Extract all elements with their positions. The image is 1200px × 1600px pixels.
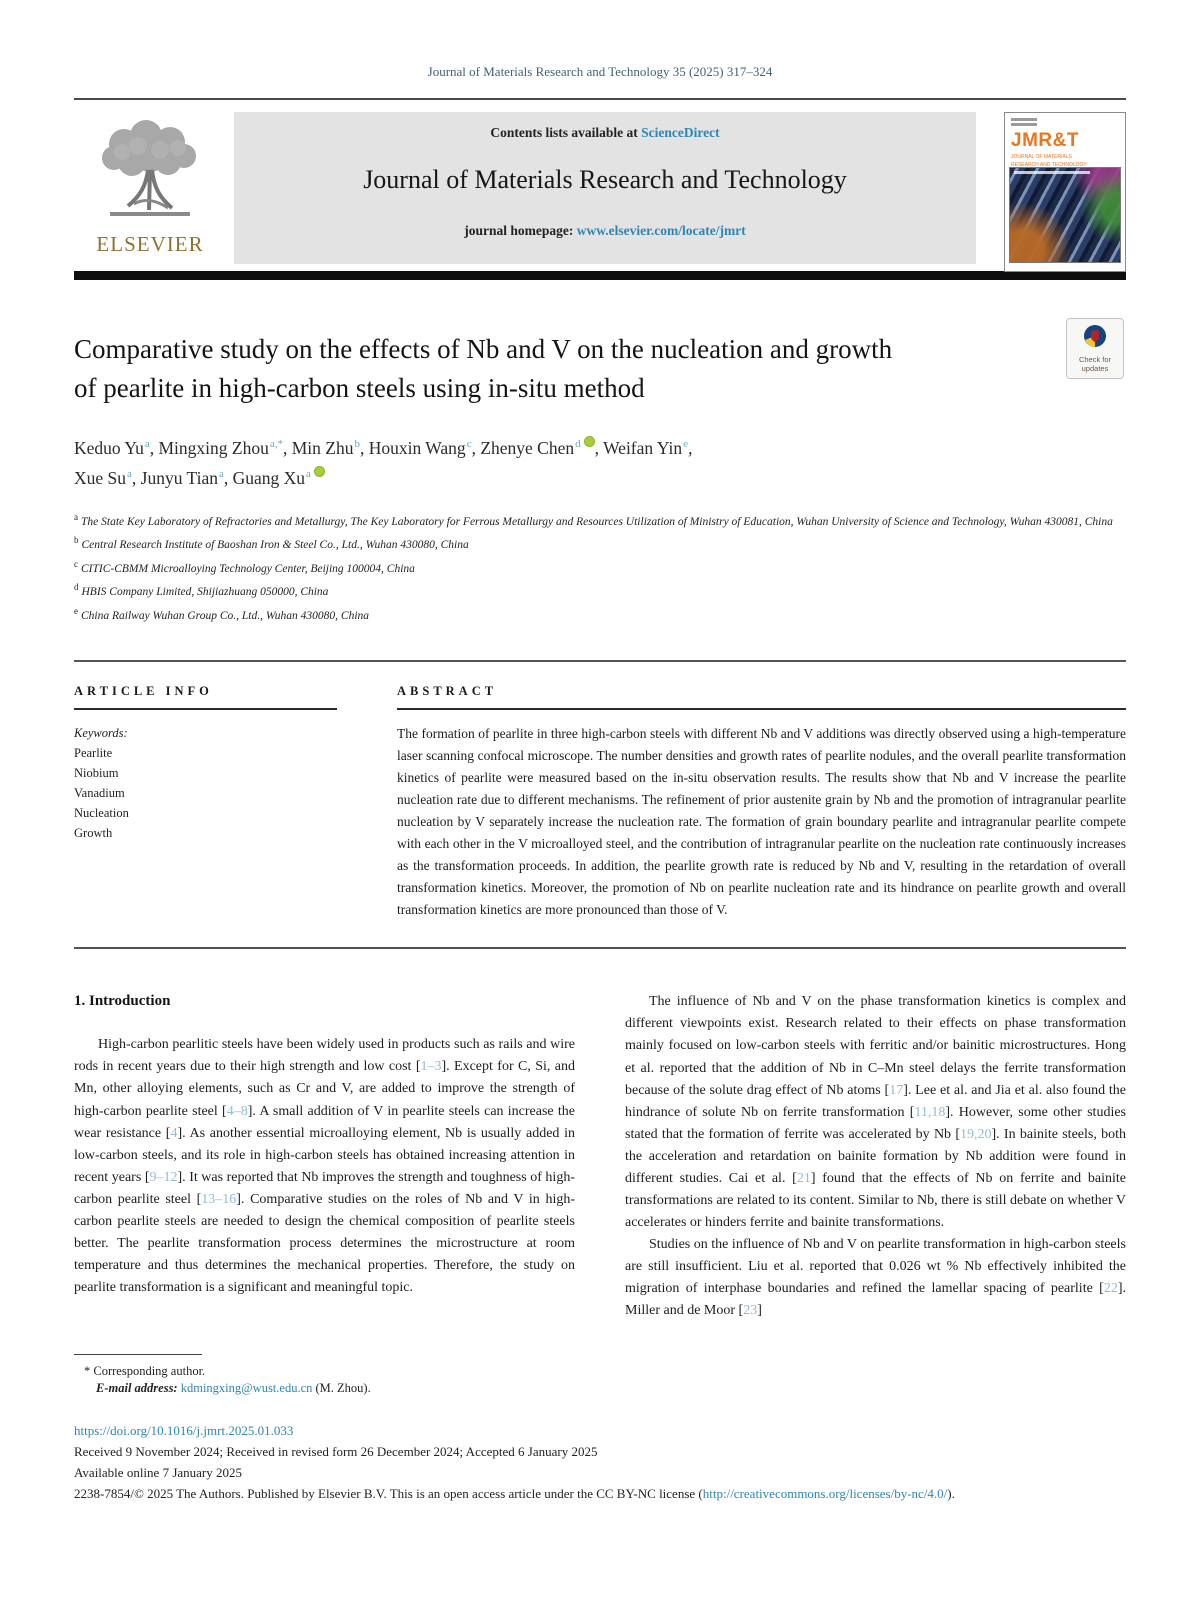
article-title-line1: Comparative study on the effects of Nb and V on the nucleation and growth bbox=[74, 334, 893, 364]
article-info-rule bbox=[74, 708, 337, 710]
corresponding-author-note: * Corresponding author. bbox=[84, 1364, 206, 1379]
email-label: E-mail address: bbox=[96, 1381, 178, 1396]
sciencedirect-link[interactable]: ScienceDirect bbox=[641, 125, 720, 140]
citation[interactable]: 17 bbox=[889, 1082, 904, 1098]
author: Min Zhu$^b$, bbox=[291, 438, 365, 459]
affiliation: $^a$ The State Key Laboratory of Refractories and Metallurgy, The Key Laboratory for Ferrous Metallurgy and Resources Utilization of Ministry of Education, Wuhan University of Science and Technology, Wuhan 430081, China bbox=[74, 511, 1113, 528]
author-affiliation-sup: a bbox=[144, 438, 150, 451]
author: Weifan Yin$^e$, bbox=[603, 438, 693, 459]
authors-line bbox=[74, 434, 1034, 494]
email-line bbox=[74, 1381, 1126, 1396]
keywords-list bbox=[74, 743, 337, 843]
jmrt-cover-logo: JMR&T bbox=[1011, 130, 1079, 151]
affiliation: $^d$ HBIS Company Limited, Shijiazhuang 050000, China bbox=[74, 582, 329, 599]
section-heading-introduction: 1. Introduction bbox=[74, 993, 171, 1010]
citation[interactable]: 19,20 bbox=[960, 1126, 992, 1142]
crossmark-icon bbox=[1083, 324, 1107, 348]
keyword: Growth bbox=[74, 826, 113, 841]
orcid-icon[interactable] bbox=[314, 466, 325, 477]
author: Guang Xu$^a$ bbox=[233, 468, 325, 488]
author-affiliation-sup: e bbox=[683, 438, 689, 451]
keywords-label: Keywords: bbox=[74, 726, 128, 741]
contents-line bbox=[234, 125, 976, 141]
intro-paragraph: The influence of Nb and V on the phase transformation kinetics is complex and different viewpoints exist. Research related to their effects on phase transformation mainly focused on low-carbon steels with ferritic and/or bainitic microstructures. Hong et al. reported that the addition of Nb in C–Mn steel delays the ferrite transformation because of the solute drag effect of Nb atoms [17]. Lee et al. and Jia et al. also found the hindrance of solute Nb on ferrite transformation [11,18]. However, some other studies stated that the formation of ferrite was accelerated by Nb [19,20]. In bainite steels, both the acceleration and retardation on bainite formation by Nb addition were found in different studies. Cai et al. [21] found that the effects of Nb on ferrite and bainite transformations are related to its content. Similar to Nb, there is still debate on whether V accelerates or hinders ferrite and bainite transformations. bbox=[625, 994, 1126, 1230]
available-online-line: Available online 7 January 2025 bbox=[74, 1465, 242, 1481]
journal-reference: Journal of Materials Research and Technology 35 (2025) 317–324 bbox=[427, 64, 773, 79]
journal-banner bbox=[74, 112, 1126, 264]
article-info-abstract-block bbox=[74, 660, 1126, 949]
elsevier-wordmark: ELSEVIER bbox=[96, 232, 204, 256]
email-link[interactable]: kdmingxing@wust.edu.cn bbox=[180, 1381, 313, 1396]
citation[interactable]: 13–16 bbox=[201, 1191, 237, 1207]
author: Houxin Wang$^c$, bbox=[368, 438, 476, 459]
license-link[interactable]: http://creativecommons.org/licenses/by-nc/4.0/ bbox=[702, 1486, 948, 1502]
email-suffix: (M. Zhou). bbox=[315, 1381, 371, 1396]
author: Junyu Tian$^a$, bbox=[140, 468, 229, 489]
elsevier-tree-icon bbox=[74, 112, 226, 230]
homepage-line bbox=[234, 223, 976, 239]
article-title bbox=[74, 330, 1009, 408]
homepage-prefix: journal homepage: bbox=[464, 223, 577, 238]
intro-paragraph: Studies on the influence of Nb and V on pearlite transformation in high-carbon steels are still insufficient. Liu et al. reported that 0.026 wt % Nb effectively inhibited the migration of interphase boundaries and refined the lamellar spacing of pearlite [22]. Miller and de Moor [23] bbox=[625, 1236, 1126, 1319]
author: Zhenye Chen$^d$ , bbox=[480, 438, 599, 459]
intro-left-column bbox=[74, 991, 575, 1322]
journal-cover-thumbnail bbox=[1004, 112, 1126, 272]
affiliation: $^e$ China Railway Wuhan Group Co., Ltd., Wuhan 430080, China bbox=[74, 605, 370, 622]
citation[interactable]: 4–8 bbox=[226, 1103, 248, 1119]
footnote-divider bbox=[74, 1354, 202, 1355]
article-title-line2: of pearlite in high-carbon steels using in-situ method bbox=[74, 373, 645, 404]
author: Mingxing Zhou$^{a,*}$, bbox=[158, 438, 288, 459]
copyright-text: 2238-7854/© 2025 The Authors. Published by Elsevier B.V. This is an open access article under the CC BY-NC license ( bbox=[74, 1486, 703, 1502]
citation[interactable]: 1–3 bbox=[420, 1059, 442, 1075]
citation[interactable]: 11,18 bbox=[914, 1104, 946, 1120]
check-for-updates-label: Check for updates bbox=[1078, 355, 1112, 374]
affiliation: $^c$ CITIC-CBMM Microalloying Technology Center, Beijing 100004, China bbox=[74, 558, 415, 575]
keyword: Niobium bbox=[74, 766, 119, 781]
cover-issn-block bbox=[1011, 118, 1037, 126]
citation[interactable]: 9–12 bbox=[149, 1169, 178, 1185]
homepage-link[interactable]: www.elsevier.com/locate/jmrt bbox=[576, 223, 746, 238]
keyword: Pearlite bbox=[74, 746, 113, 761]
author-affiliation-sup: a,* bbox=[269, 438, 283, 451]
copyright-close: ). bbox=[947, 1486, 955, 1502]
header-top-rule bbox=[74, 98, 1126, 100]
article-info-heading: ARTICLE INFO bbox=[74, 684, 213, 699]
citation[interactable]: 21 bbox=[796, 1170, 811, 1186]
author-affiliation-sup: a bbox=[306, 468, 311, 481]
author-affiliation-sup: a bbox=[218, 468, 224, 481]
received-line: Received 9 November 2024; Received in revised form 26 December 2024; Accepted 6 January 2025 bbox=[74, 1444, 598, 1460]
affiliations bbox=[74, 509, 1126, 627]
intro-right-paragraphs bbox=[625, 991, 1126, 1322]
affiliation: $^b$ Central Research Institute of Baoshan Iron & Steel Co., Ltd., Wuhan 430080, China bbox=[74, 535, 469, 552]
author-affiliation-sup: a bbox=[127, 468, 132, 481]
abstract-rule bbox=[397, 708, 1126, 710]
jmrt-cover-subtitle: JOURNAL OF MATERIALS RESEARCH AND TECHNOLOGY bbox=[1011, 154, 1087, 168]
orcid-icon[interactable] bbox=[584, 436, 595, 447]
copyright-line bbox=[74, 1483, 1126, 1504]
banner-center-panel bbox=[234, 112, 976, 264]
separator-bar bbox=[74, 271, 1126, 280]
keyword: Nucleation bbox=[74, 806, 129, 821]
intro-right-column bbox=[625, 991, 1126, 1322]
intro-paragraph: High-carbon pearlitic steels have been widely used in products such as rails and wire rods in recent years due to their high strength and low cost [1–3]. Except for C, Si, and Mn, other alloying elements, such as Cr and V, are added to improve the strength of high-carbon pearlite steel [4–8]. A small addition of V in pearlite steels can increase the wear resistance [4]. As another essential microalloying element, Nb is usually added in low-carbon steels, and its role in high-carbon steels has obtained increasing attention in recent years [9–12]. It was reported that Nb improves the strength and toughness of high-carbon pearlite steel [13–16]. Comparative studies on the roles of Nb and V in high-carbon pearlite steels are needed to design the chemical composition of pearlite steels better. The pearlite transformation process determines the microstructure at room temperature and thus determines the mechanical properties. Therefore, the study on pearlite transformation is a significant and meaningful topic. bbox=[74, 1037, 575, 1295]
citation[interactable]: 23 bbox=[743, 1303, 758, 1319]
check-for-updates-badge[interactable] bbox=[1066, 318, 1124, 379]
citation[interactable]: 4 bbox=[170, 1125, 178, 1141]
abstract-heading: ABSTRACT bbox=[397, 684, 498, 699]
author-affiliation-sup: d bbox=[575, 438, 581, 451]
citation[interactable]: 22 bbox=[1103, 1280, 1118, 1296]
cover-image bbox=[1009, 167, 1121, 263]
keyword: Vanadium bbox=[74, 786, 125, 801]
contents-prefix: Contents lists available at bbox=[490, 125, 642, 140]
abstract-text: The formation of pearlite in three high-carbon steels with different Nb and V additions was directly observed using a high-temperature laser scanning confocal microscope. The number densities and growth rates of pearlite nodules, and the overall pearlite transformation kinetics of pearlite were measured based on the in-situ observation results. The results show that Nb and V increase the pearlite nucleation rate due to different mechanisms. The refinement of prior austenite grain by Nb and the promotion of intragranular pearlite nucleation by V separately increase the nucleation rate. The formation of grain boundary pearlite and intragranular pearlite compete with each other in the V microalloyed steel, and the contribution of intragranular pearlite on the nucleation rate continuously increases as the transformation proceeds. In addition, the pearlite growth rate is reduced by Nb and V, resulting in the retardation of overall transformation kinetics. Moreover, the promotion of Nb on pearlite nucleation rate and its hindrance on pearlite growth and overall transformation kinetics are more pronounced than those of V. bbox=[397, 726, 1126, 918]
footnote-block bbox=[74, 1354, 1126, 1396]
author: Keduo Yu$^a$, bbox=[74, 438, 155, 459]
author-affiliation-sup: b bbox=[354, 438, 360, 451]
footer-block bbox=[74, 1420, 1126, 1504]
elsevier-logo bbox=[74, 112, 226, 264]
intro-left-paragraphs bbox=[74, 1034, 575, 1299]
doi-link[interactable]: https://doi.org/10.1016/j.jmrt.2025.01.033 bbox=[74, 1423, 294, 1439]
author-affiliation-sup: c bbox=[466, 438, 472, 451]
author: Xue Su$^a$, bbox=[74, 468, 137, 489]
journal-title: Journal of Materials Research and Technology bbox=[363, 165, 847, 194]
